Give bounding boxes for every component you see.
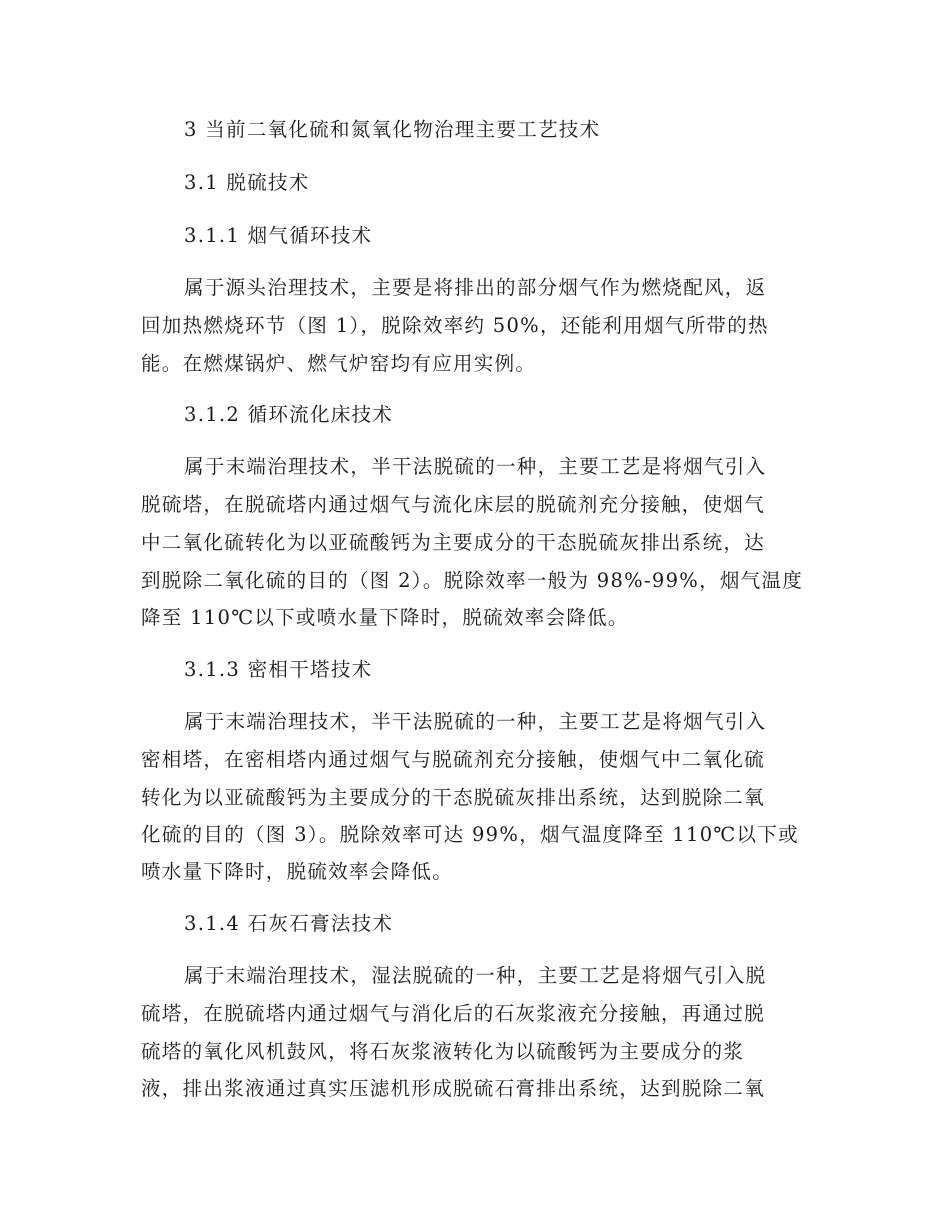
paragraph-line: 属于末端治理技术，半干法脱硫的一种，主要工艺是将烟气引入 [184,455,767,478]
paragraph-line: 脱硫塔，在脱硫塔内通过烟气与流化床层的脱硫剂充分接触，使烟气 [141,493,766,516]
paragraph-line: 回加热燃烧环节（图 1），脱除效率约 50%，还能利用烟气所带的热 [141,314,769,337]
paragraph-line: 转化为以亚硫酸钙为主要成分的干态脱硫灰排出系统，达到脱除二氧 [141,786,766,809]
paragraph-line: 属于末端治理技术，半干法脱硫的一种，主要工艺是将烟气引入 [184,710,767,733]
section-3-1-heading: 3.1 脱硫技术 [184,171,310,194]
paragraph-line: 密相塔，在密相塔内通过烟气与脱硫剂充分接触，使烟气中二氧化硫 [141,748,766,771]
paragraph-line: 硫塔的氧化风机鼓风，将石灰浆液转化为以硫酸钙为主要成分的浆 [141,1040,745,1063]
paragraph-line: 能。在燃煤锅炉、燃气炉窑均有应用实例。 [141,352,537,375]
section-3-1-4-heading: 3.1.4 石灰石膏法技术 [184,912,394,935]
paragraph-line: 降至 110℃以下或喷水量下降时，脱硫效率会降低。 [141,606,629,629]
section-3-1-2-heading: 3.1.2 循环流化床技术 [184,403,394,426]
paragraph-line: 中二氧化硫转化为以亚硫酸钙为主要成分的干态脱硫灰排出系统，达 [141,531,766,554]
section-3-1-1-heading: 3.1.1 烟气循环技术 [184,224,373,247]
paragraph-line: 到脱除二氧化硫的目的（图 2）。脱除效率一般为 98%-99%，烟气温度 [141,569,804,592]
paragraph-line: 属于源头治理技术，主要是将排出的部分烟气作为燃烧配风，返 [184,276,767,299]
section-3-1-3-heading: 3.1.3 密相干塔技术 [184,658,373,681]
paragraph-line: 化硫的目的（图 3）。脱除效率可达 99%，烟气温度降至 110℃以下或 [141,823,799,846]
paragraph-line: 属于末端治理技术，湿法脱硫的一种，主要工艺是将烟气引入脱 [184,964,767,987]
paragraph-line: 喷水量下降时，脱硫效率会降低。 [141,860,454,883]
section-3-heading: 3 当前二氧化硫和氮氧化物治理主要工艺技术 [184,118,601,141]
paragraph-line: 硫塔，在脱硫塔内通过烟气与消化后的石灰浆液充分接触，再通过脱 [141,1002,766,1025]
paragraph-line: 液，排出浆液通过真实压滤机形成脱硫石膏排出系统，达到脱除二氧 [141,1077,766,1100]
